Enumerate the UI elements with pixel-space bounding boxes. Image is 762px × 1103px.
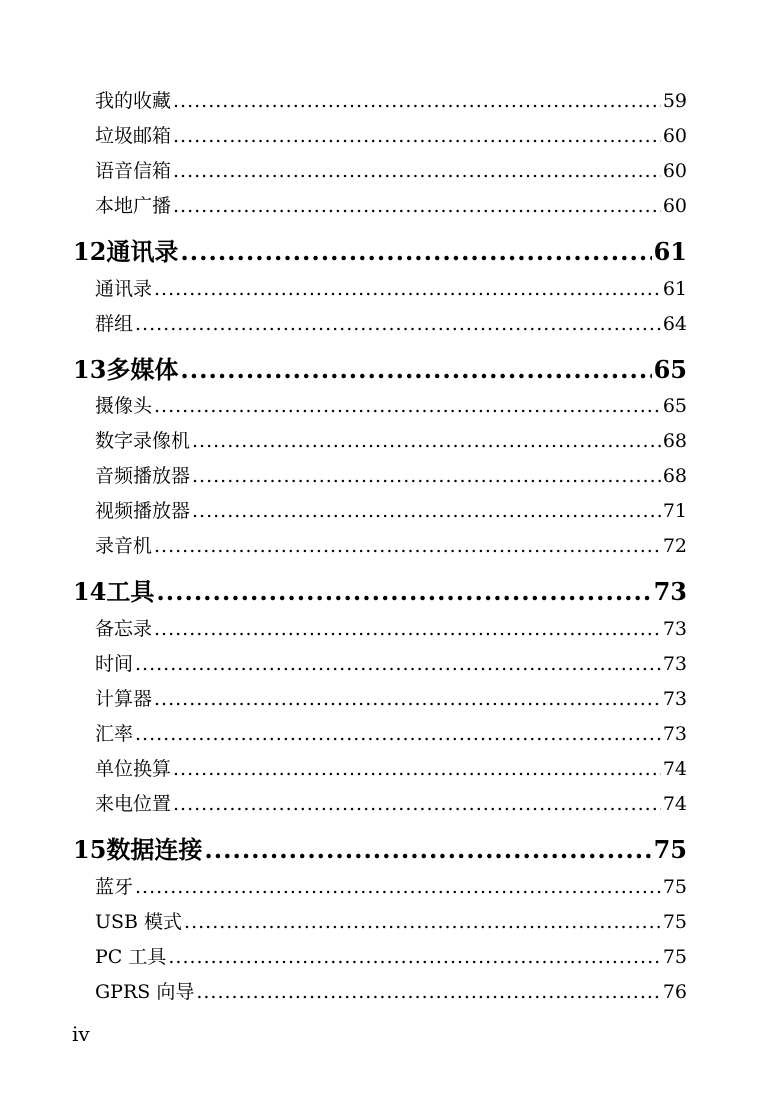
toc-entry[interactable]	[95, 428, 687, 454]
toc-page-number: 59	[662, 90, 687, 112]
toc-entry[interactable]	[95, 193, 687, 219]
toc-entry[interactable]	[95, 874, 687, 900]
toc-dot-leader	[184, 909, 661, 935]
toc-entry[interactable]	[95, 756, 687, 782]
toc-entry-title: 视频播放器	[95, 500, 191, 522]
toc-page-number: 61	[662, 278, 687, 300]
toc-page-number: 68	[662, 430, 687, 452]
toc-entry-title: 蓝牙	[95, 876, 134, 898]
toc-page-number: 64	[662, 313, 687, 335]
toc-dot-leader	[154, 393, 661, 419]
toc-page-number: 72	[662, 535, 687, 557]
toc-dot-leader	[192, 428, 661, 454]
toc-entry[interactable]	[95, 311, 687, 337]
toc-entry-title: 计算器	[95, 688, 153, 710]
toc-page-number: 65	[662, 395, 687, 417]
toc-page-number: 73	[662, 653, 687, 675]
toc-entry-title: 单位换算	[95, 758, 172, 780]
toc-chapter-entry[interactable]	[73, 576, 687, 608]
toc-chapter-title: 工具	[106, 577, 155, 606]
toc-entry-title: 群组	[95, 313, 134, 335]
toc-page-number: 65	[653, 355, 687, 384]
toc-entry-title: GPRS 向导	[95, 981, 195, 1003]
toc-entry-title: 汇率	[95, 723, 134, 745]
toc-dot-leader	[156, 576, 651, 608]
toc-chapter-number: 13	[73, 355, 107, 384]
toc-entry-title: 数字录像机	[95, 430, 191, 452]
toc-entry-title: 我的收藏	[95, 90, 172, 112]
toc-chapter-title: 通讯录	[106, 237, 179, 266]
toc-entry-title: USB 模式	[95, 911, 183, 933]
toc-page-number: 74	[662, 758, 687, 780]
toc-chapter-entry[interactable]	[73, 834, 687, 866]
toc-chapter-entry[interactable]	[73, 354, 687, 386]
toc-dot-leader	[154, 276, 661, 302]
toc-chapter-title: 数据连接	[106, 835, 203, 864]
toc-entry-title: 垃圾邮箱	[95, 125, 172, 147]
toc-entry-title: 本地广播	[95, 195, 172, 217]
toc-entry[interactable]	[95, 533, 687, 559]
toc-dot-leader	[154, 616, 661, 642]
toc-page-number: 74	[662, 793, 687, 815]
toc-entry[interactable]	[95, 123, 687, 149]
toc-entry[interactable]	[95, 791, 687, 817]
toc-page-number: 68	[662, 465, 687, 487]
toc-dot-leader	[154, 533, 661, 559]
toc-entry-title: 时间	[95, 653, 134, 675]
toc-dot-leader	[135, 874, 661, 900]
toc-page-number: 73	[662, 723, 687, 745]
toc-dot-leader	[168, 944, 660, 970]
toc-page-number: 73	[662, 618, 687, 640]
toc-dot-leader	[135, 651, 661, 677]
toc-entry[interactable]	[95, 616, 687, 642]
toc-entry[interactable]	[95, 909, 687, 935]
toc-entry-title: PC 工具	[95, 946, 167, 968]
toc-entry[interactable]	[95, 498, 687, 524]
toc-entry[interactable]	[95, 651, 687, 677]
toc-entry-title: 音频播放器	[95, 465, 191, 487]
toc-entry[interactable]	[95, 686, 687, 712]
toc-chapter-entry[interactable]	[73, 236, 687, 268]
toc-dot-leader	[173, 756, 661, 782]
toc-page-number: 71	[662, 500, 687, 522]
toc-entry-title: 录音机	[95, 535, 153, 557]
toc-entry-title: 来电位置	[95, 793, 172, 815]
toc-entry[interactable]	[95, 88, 687, 114]
toc-dot-leader	[180, 354, 651, 386]
toc-dot-leader	[173, 791, 661, 817]
toc-entry[interactable]	[95, 463, 687, 489]
toc-dot-leader	[154, 686, 661, 712]
toc-dot-leader	[173, 193, 661, 219]
toc-dot-leader	[173, 88, 661, 114]
toc-entry-title: 通讯录	[95, 278, 153, 300]
toc-page-number: 75	[653, 835, 687, 864]
toc-page-number: 60	[662, 160, 687, 182]
toc-dot-leader	[192, 498, 661, 524]
toc-dot-leader	[192, 463, 661, 489]
toc-dot-leader	[135, 311, 661, 337]
toc-page-number: 76	[662, 981, 687, 1003]
toc-dot-leader	[196, 979, 660, 1005]
toc-page-number: 61	[653, 237, 687, 266]
toc-entry[interactable]	[95, 721, 687, 747]
toc-entry[interactable]	[95, 944, 687, 970]
toc-page-number: 75	[662, 876, 687, 898]
toc-chapter-number: 14	[73, 577, 107, 606]
toc-page-number: 60	[662, 195, 687, 217]
toc-entry[interactable]	[95, 979, 687, 1005]
toc-dot-leader	[135, 721, 661, 747]
toc-dot-leader	[173, 158, 661, 184]
toc-page-number: 75	[662, 911, 687, 933]
toc-dot-leader	[180, 236, 651, 268]
toc-dot-leader	[204, 834, 651, 866]
toc-entry[interactable]	[95, 393, 687, 419]
toc-page-number: 73	[662, 688, 687, 710]
toc-entry-title: 语音信箱	[95, 160, 172, 182]
toc-chapter-number: 15	[73, 835, 107, 864]
toc-entry[interactable]	[95, 158, 687, 184]
page-folio: iv	[72, 1022, 90, 1046]
toc-entry[interactable]	[95, 276, 687, 302]
toc-chapter-number: 12	[73, 237, 107, 266]
toc-chapter-title: 多媒体	[106, 355, 179, 384]
toc-entry-title: 备忘录	[95, 618, 153, 640]
toc-entry-title: 摄像头	[95, 395, 153, 417]
toc-dot-leader	[173, 123, 661, 149]
toc-page-number: 73	[653, 577, 687, 606]
toc-page-number: 75	[662, 946, 687, 968]
toc-page-number: 60	[662, 125, 687, 147]
